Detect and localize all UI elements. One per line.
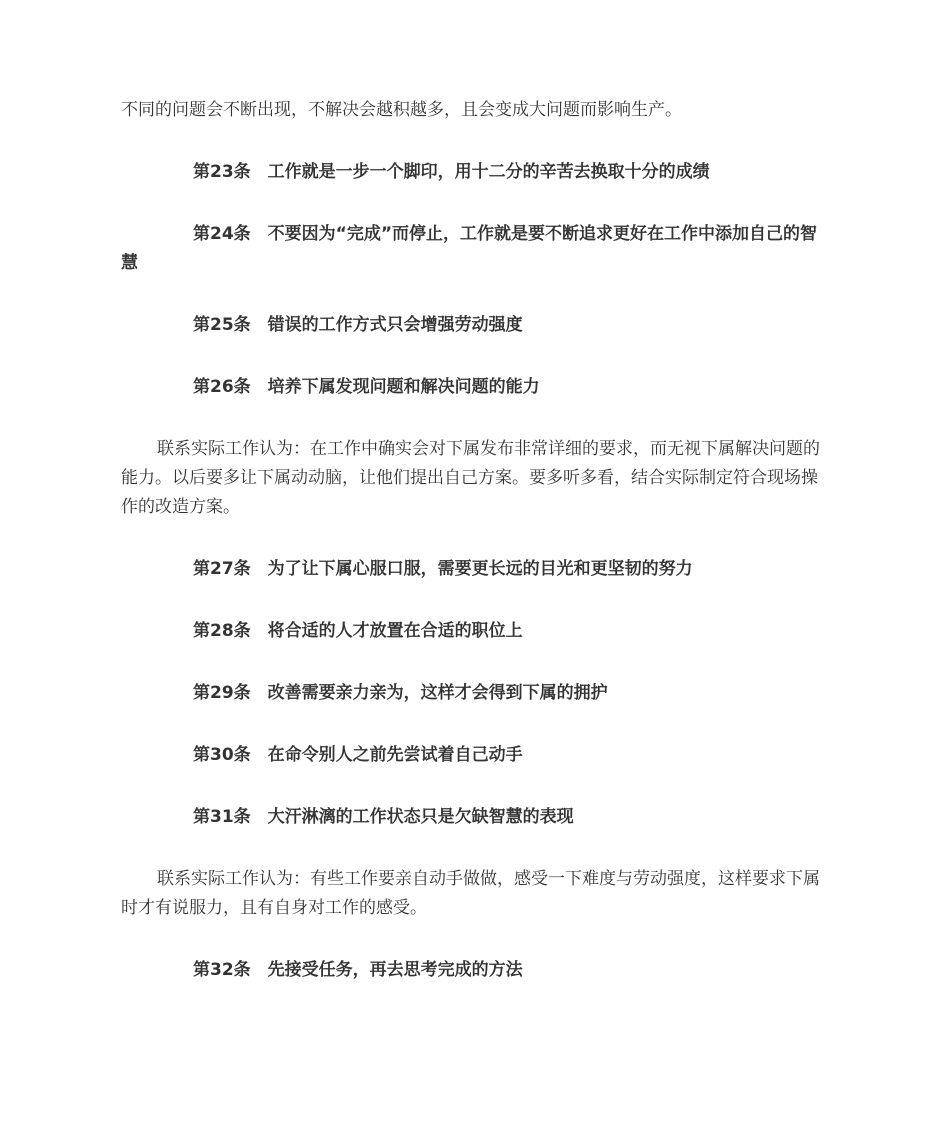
article-heading-24: [121, 220, 831, 278]
note-paragraph-1: 联系实际工作认为：在工作中确实会对下属发布非常详细的要求，而无视下属解决问题的能力。以后要多让下属动动脑，让他们提出自己方案。要多听多看，结合实际制定符合现场操作的改造方案。: [121, 439, 820, 517]
article-number: 第32条: [193, 960, 251, 980]
article-heading-30: [121, 741, 831, 770]
article-heading-29: [121, 679, 831, 708]
article-number: 第29条: [193, 683, 251, 703]
article-title: 改善需要亲力亲为，这样才会得到下属的拥护: [267, 683, 608, 703]
article-heading-25: [121, 311, 831, 340]
article-heading-26: [121, 373, 831, 402]
article-number: 第27条: [193, 559, 251, 579]
article-title: 将合适的人才放置在合适的职位上: [267, 621, 523, 641]
article-number: 第24条: [193, 224, 251, 244]
article-title: 先接受任务，再去思考完成的方法: [267, 960, 523, 980]
article-heading-28: [121, 617, 831, 646]
article-title: 不要因为“完成”而停止，工作就是要不断追求更好在工作中添加自己的智慧: [121, 224, 818, 273]
article-heading-27: [121, 555, 831, 584]
article-heading-23: [121, 158, 831, 187]
article-title: 工作就是一步一个脚印，用十二分的辛苦去换取十分的成绩: [267, 162, 710, 182]
article-number: 第31条: [193, 807, 251, 827]
article-number: 第25条: [193, 315, 251, 335]
note-paragraph-2: 联系实际工作认为：有些工作要亲自动手做做，感受一下难度与劳动强度，这样要求下属时才有说服力，且有自身对工作的感受。: [121, 869, 820, 918]
article-title: 为了让下属心服口服，需要更长远的目光和更坚韧的努力: [267, 559, 693, 579]
intro-paragraph: 不同的问题会不断出现，不解决会越积越多，且会变成大问题而影响生产。: [121, 100, 682, 120]
article-number: 第23条: [193, 162, 251, 182]
article-title: 错误的工作方式只会增强劳动强度: [267, 315, 523, 335]
document-page: [121, 96, 831, 985]
article-number: 第26条: [193, 377, 251, 397]
article-title: 培养下属发现问题和解决问题的能力: [267, 377, 540, 397]
article-number: 第30条: [193, 745, 251, 765]
article-title: 大汗淋漓的工作状态只是欠缺智慧的表现: [267, 807, 574, 827]
article-heading-31: [121, 803, 831, 832]
article-heading-32: [121, 956, 831, 985]
article-title: 在命令别人之前先尝试着自己动手: [267, 745, 523, 765]
article-number: 第28条: [193, 621, 251, 641]
